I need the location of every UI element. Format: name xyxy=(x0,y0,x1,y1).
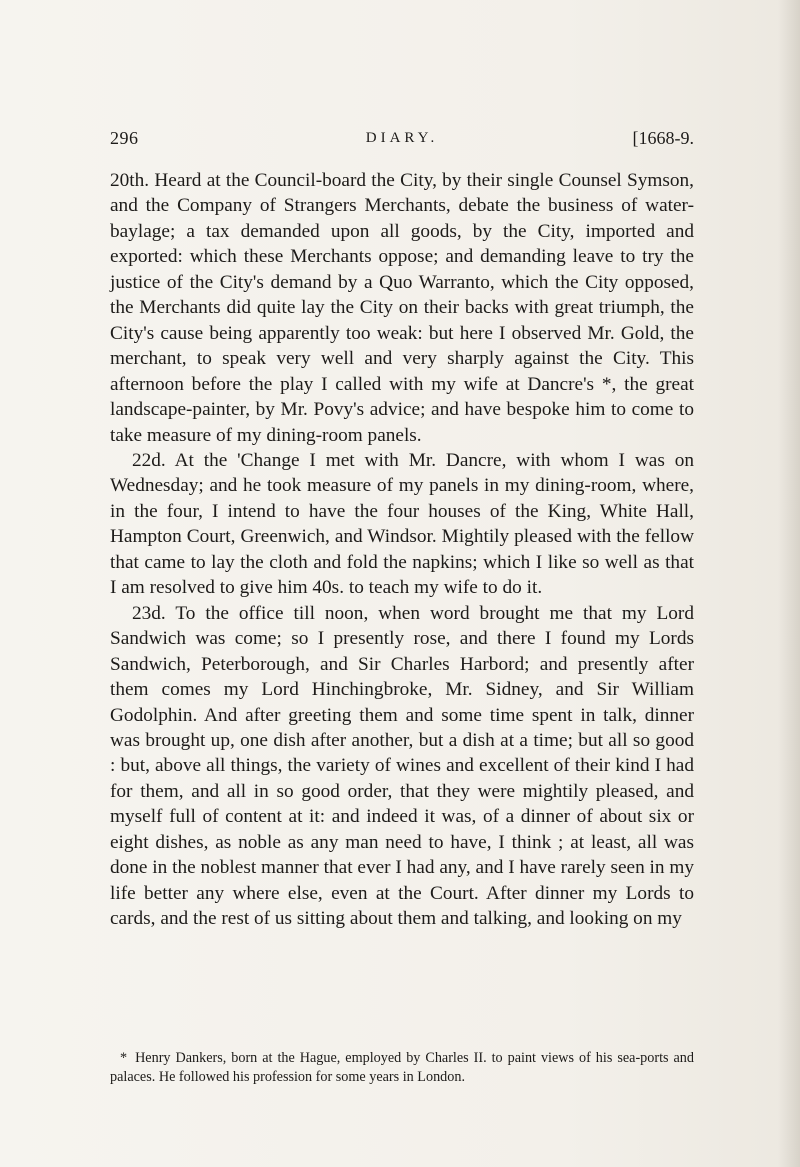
page-header xyxy=(110,128,694,154)
diary-entry-22d: 22d. At the 'Change I met with Mr. Dancre, with whom I was on Wednesday; and he took measure of my panels in my dining-room, where, in the four, I intend to have the four houses of the King, White Hall, Hampton Court, Greenwich, and Windsor. Mightily pleased with the fellow that came to lay the cloth and fold the napkins; which I like so well as that I am resolved to give him 40s. to teach my wife to do it. xyxy=(110,449,694,599)
diary-entry-23d: 23d. To the office till noon, when word brought me that my Lord Sandwich was come; so I presently rose, and there I found my Lords Sandwich, Peterborough, and Sir Charles Harbord; and presently after them comes my Lord Hinchingbroke, Mr. Sidney, and Sir William Godolphin. And after greeting them and some time spent in talk, dinner was brought up, one dish after another, but a dish at a time; but all so good : but, above all things, the variety of wines and excellent of their kind I had for them, and all in so good order, that they were mightily pleased, and myself full of content at it: and indeed it was, of a dinner of about six or eight dishes, as noble as any man need to have, I think ; at least, all was done in the noblest manner that ever I had any, and I have rarely seen in my life better any where else, even at the Court. After dinner my Lords to cards, and the rest of us sitting about them and talking, and looking on my xyxy=(110,602,694,930)
page-edge-shadow xyxy=(778,0,800,1167)
footnote-text: Henry Dankers, born at the Hague, employed by Charles II. to paint views of his sea-ports and palaces. He followed his profession for some years in London. xyxy=(110,1050,694,1085)
diary-entry-20th: 20th. Heard at the Council-board the City, by their single Counsel Symson, and the Company of Strangers Merchants, debate the business of water-baylage; a tax demanded upon all goods, by the City, imported and exported: which these Merchants oppose; and demanding leave to try the justice of the City's demand by a Quo Warranto, which the City opposed, the Merchants did quite lay the City on their backs with great triumph, the City's cause being apparently too weak: but here I observed Mr. Gold, the merchant, to speak very well and very sharply against the City. This afternoon before the play I called with my wife at Dancre's *, the great landscape-painter, by Mr. Povy's advice; and have bespoke him to come to take measure of my dining-room panels. xyxy=(110,170,694,446)
diary-text xyxy=(110,168,694,932)
running-title: DIARY. xyxy=(365,130,439,146)
footnote xyxy=(110,1049,694,1087)
footnote-mark: * xyxy=(120,1050,128,1066)
date-range: [1668-9. xyxy=(632,128,694,148)
page-number: 296 xyxy=(110,128,139,148)
